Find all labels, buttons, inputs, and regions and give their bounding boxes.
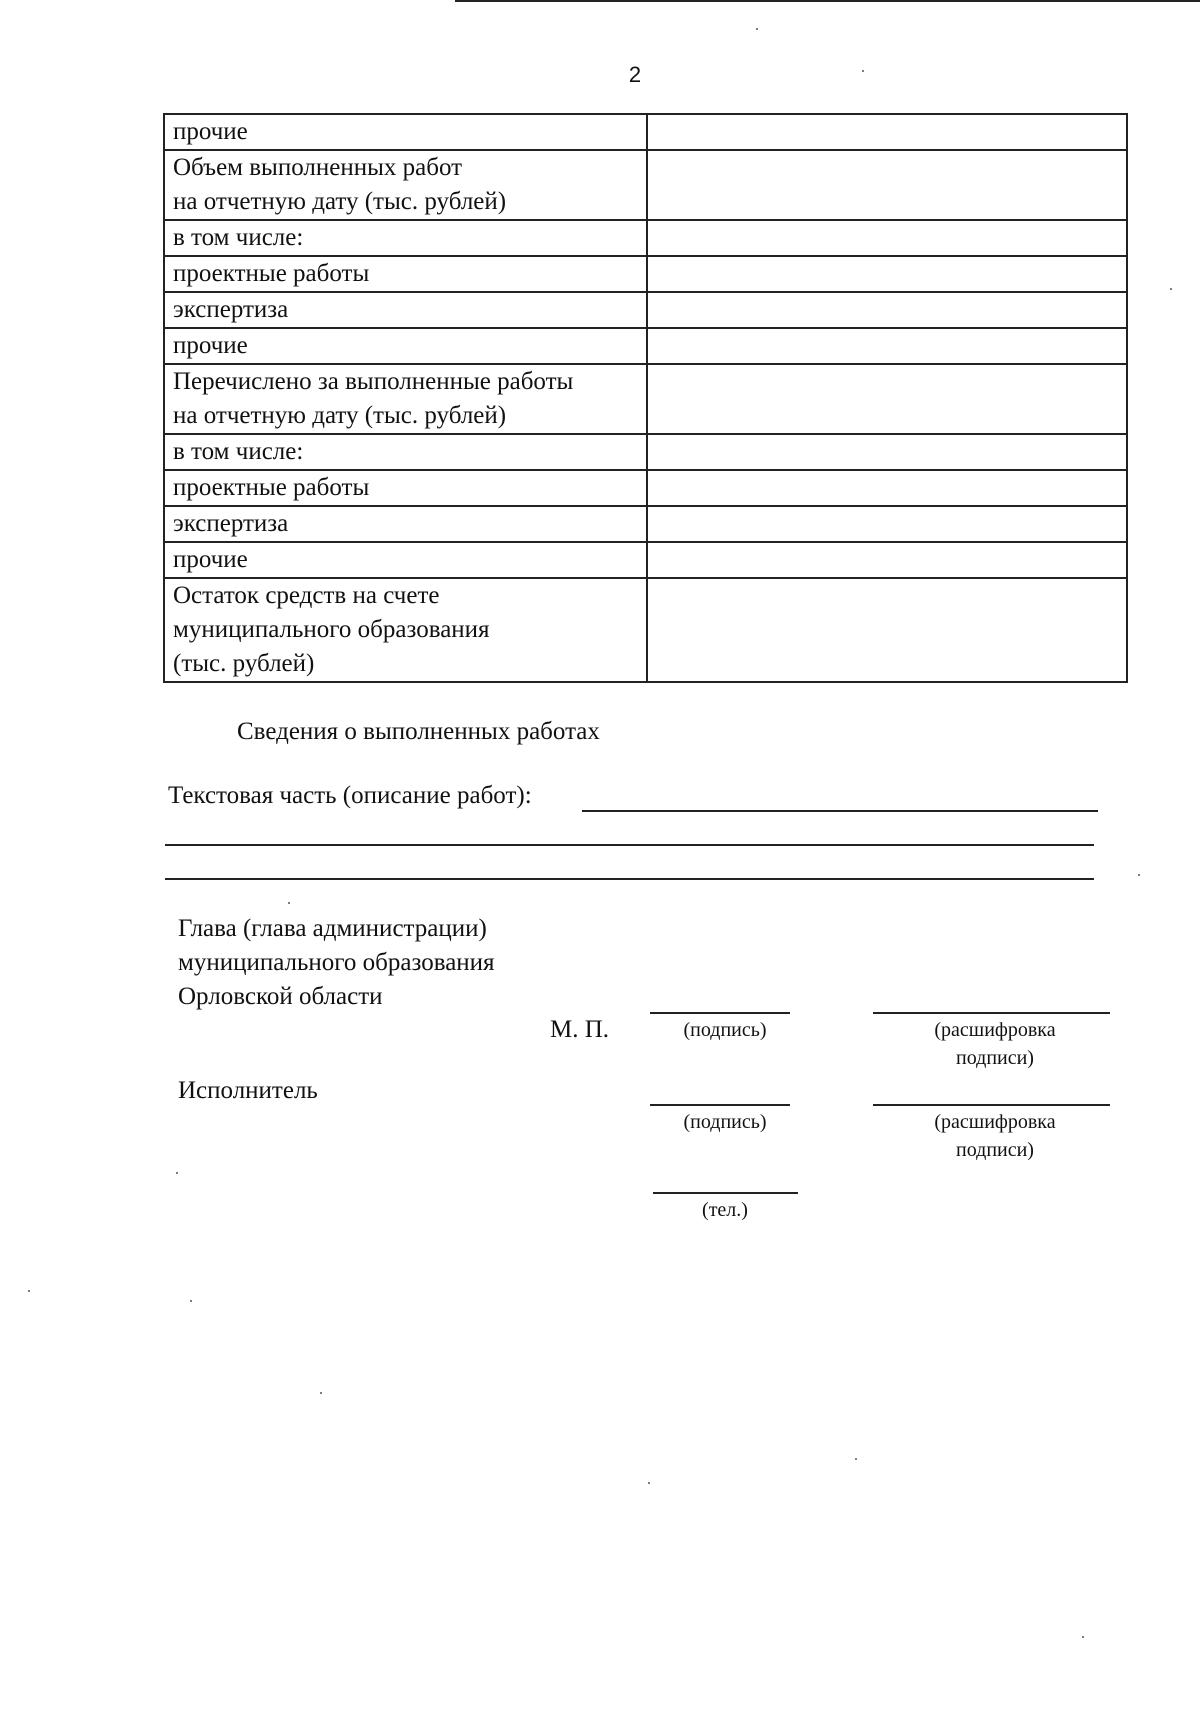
table-row (164, 434, 1127, 470)
table-row (164, 578, 1127, 682)
scan-edge-line (455, 0, 1200, 2)
row-value-cell (647, 542, 1127, 578)
row-label-line: прочие (173, 546, 248, 573)
executor-signature-caption: (подпись) (683, 1111, 767, 1133)
row-label-cell (164, 364, 647, 434)
scan-speck (1138, 874, 1140, 876)
row-label-cell (164, 470, 647, 506)
row-value-cell (647, 578, 1127, 682)
row-label-cell (164, 292, 647, 328)
table-row (164, 542, 1127, 578)
row-label-line: экспертиза (173, 510, 289, 537)
signer-decryption-caption: (расшифровка подписи) (934, 1019, 1056, 1069)
row-label-cell (164, 434, 647, 470)
scan-speck (1082, 1636, 1084, 1638)
text-part-line-3 (165, 878, 1094, 880)
section-title: Сведения о выполненных работах (237, 718, 600, 745)
row-label-line: муниципального образования (173, 616, 490, 643)
row-value-cell (647, 150, 1127, 220)
table-row (164, 506, 1127, 542)
row-label-line: на отчетную дату (тыс. рублей) (173, 402, 507, 429)
table-row (164, 150, 1127, 220)
scan-speck (756, 28, 758, 30)
row-label-line: прочие (173, 332, 248, 359)
row-label-line: Перечислено за выполненные работы (173, 368, 574, 395)
signer-title (178, 912, 495, 1014)
row-label-line: Объем выполненных работ (173, 154, 463, 181)
text-part-line-2 (165, 844, 1094, 846)
scan-speck (176, 1172, 178, 1174)
row-value-cell (647, 506, 1127, 542)
scan-speck (855, 1458, 857, 1460)
row-value-cell (647, 220, 1127, 256)
table-row (164, 256, 1127, 292)
row-value-cell (647, 434, 1127, 470)
row-value-cell (647, 470, 1127, 506)
table-row (164, 114, 1127, 150)
signer-title-line: Орловской области (178, 983, 383, 1010)
row-value-cell (647, 364, 1127, 434)
row-value-cell (647, 256, 1127, 292)
table-row (164, 292, 1127, 328)
stamp-place-label: М. П. (550, 1016, 610, 1043)
text-part-label: Текстовая часть (описание работ): (168, 782, 532, 809)
row-value-cell (647, 292, 1127, 328)
executor-signature-line (650, 1104, 790, 1106)
scan-speck (862, 70, 864, 72)
signer-title-line: Глава (глава администрации) (178, 915, 487, 942)
row-value-cell (647, 114, 1127, 150)
row-label-cell (164, 220, 647, 256)
scan-speck (288, 902, 290, 904)
row-label-line: (тыс. рублей) (173, 650, 315, 677)
row-label-cell (164, 114, 647, 150)
row-label-line: в том числе: (173, 224, 304, 251)
scan-speck (320, 1392, 322, 1394)
page-number: 2 (628, 62, 642, 87)
scan-speck (28, 1290, 30, 1292)
signer-decryption-line (873, 1012, 1110, 1014)
row-label-cell (164, 542, 647, 578)
row-label-line: проектные работы (173, 474, 370, 501)
executor-decryption-caption: (расшифровка подписи) (934, 1111, 1056, 1161)
row-label-line: экспертиза (173, 296, 289, 323)
row-label-cell (164, 328, 647, 364)
executor-label: Исполнитель (178, 1077, 318, 1104)
table-row (164, 328, 1127, 364)
row-value-cell (647, 328, 1127, 364)
row-label-cell (164, 578, 647, 682)
signer-signature-caption: (подпись) (683, 1019, 767, 1041)
scan-speck (1170, 288, 1172, 290)
signer-title-line: муниципального образования (178, 949, 495, 976)
row-label-cell (164, 256, 647, 292)
signer-signature-line (650, 1012, 790, 1014)
table-row (164, 364, 1127, 434)
report-table (163, 113, 1128, 683)
report-table-body (164, 114, 1127, 682)
phone-line (653, 1192, 798, 1194)
executor-decryption-line (873, 1104, 1110, 1106)
row-label-line: прочие (173, 118, 248, 145)
table-row (164, 470, 1127, 506)
row-label-cell (164, 506, 647, 542)
row-label-line: проектные работы (173, 260, 370, 287)
scan-speck (190, 1300, 192, 1302)
table-row (164, 220, 1127, 256)
text-part-line-1 (582, 810, 1098, 812)
row-label-line: на отчетную дату (тыс. рублей) (173, 188, 507, 215)
phone-caption: (тел.) (702, 1199, 748, 1221)
row-label-line: в том числе: (173, 438, 304, 465)
row-label-cell (164, 150, 647, 220)
row-label-line: Остаток средств на счете (173, 582, 440, 609)
scan-speck (648, 1482, 650, 1484)
